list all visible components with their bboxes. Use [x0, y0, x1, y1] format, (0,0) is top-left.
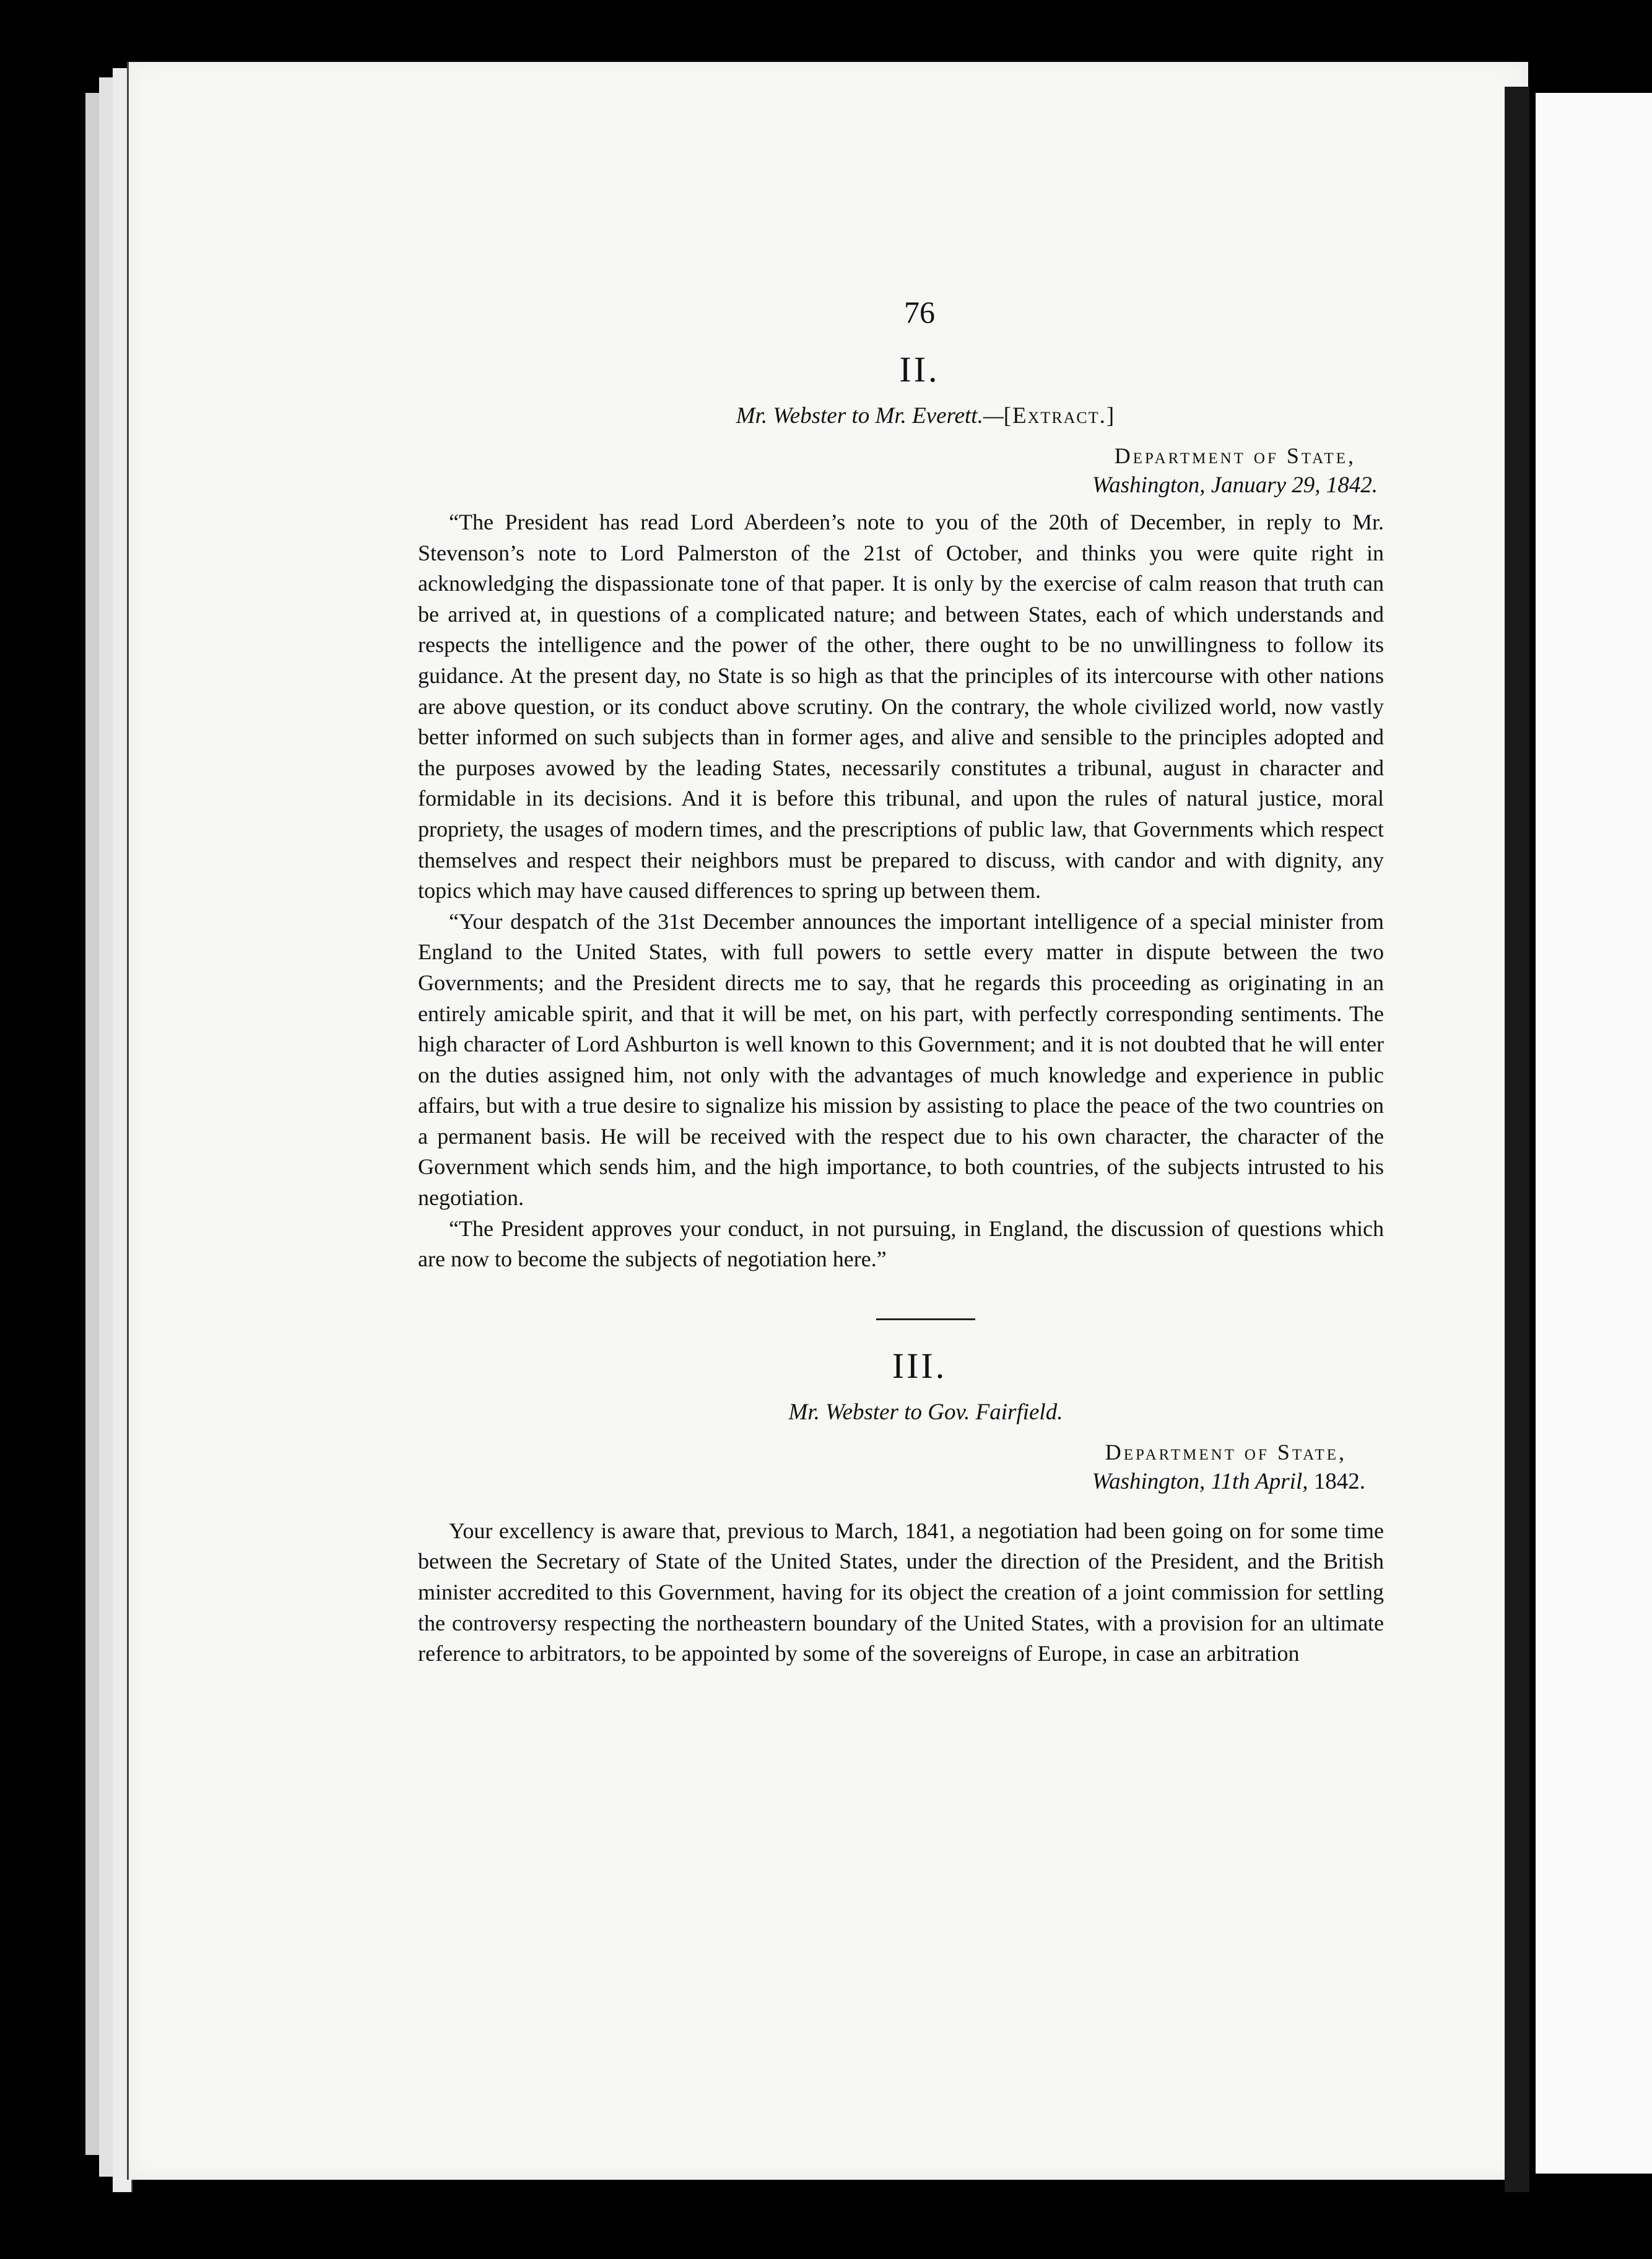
body-paragraph: “Your despatch of the 31st December announces the important intelligence of a special minister from England to the United States, with full powers to settle every matter in dispute between the two Governments; and the President directs me to say, that he regards this proceeding as originating in an entirely amicable spirit, and that it will be met, on his part, with perfectly corresponding sentiments. The high character of Lord Ashburton is well known to this Government; and it is not doubted that he will enter on the duties assigned him, not only with the advantages of much knowledge and experience in public affairs, but with a true desire to signalize his mission by assisting to place the peace of the two countries on a permanent basis. He will be received with the respect due to his own character, the character of the Government which sends him, and the high importance, to both countries, of the subjects intrusted to his negotiation. — [418, 908, 1384, 1211]
section-numeral: II. — [899, 349, 940, 390]
letter-title: Mr. Webster to Gov. Fairfield. — [788, 1399, 1063, 1425]
section-iii — [418, 1345, 1384, 1669]
section-divider — [876, 1318, 975, 1320]
facing-page-edge — [1536, 93, 1652, 2174]
page-number: 76 — [904, 295, 935, 329]
dateline-date: January 29, 1842. — [1211, 472, 1378, 498]
letter-title — [418, 403, 1384, 429]
section-numeral: III. — [892, 1345, 947, 1386]
dateline — [418, 1466, 1384, 1497]
section-ii — [418, 349, 1384, 1275]
page-content — [418, 294, 1384, 1669]
department-heading: Department of State, — [1105, 1439, 1347, 1465]
extract-label: [Extract.] — [1003, 403, 1116, 429]
dateline — [418, 470, 1384, 501]
dateline-date: 11th April, — [1211, 1468, 1308, 1494]
letter-title-text: Mr. Webster to Mr. Everett.— — [736, 403, 1004, 429]
dateline-place: Washington, — [1092, 472, 1206, 498]
page-gutter-shadow — [1505, 87, 1529, 2192]
body-paragraph: “The President approves your conduct, in not pursuing, in England, the discussion of questions which are now to become the subjects of negotiation here.” — [418, 1216, 1384, 1272]
body-paragraph: Your excellency is aware that, previous to March, 1841, a negotiation had been going on for some time between the Secretary of State of the United States, under the direction of the President, and the British minister accredited to this Government, having for its object the creation of a joint commission for settling the controversy respecting the northeastern boundary of the United States, with a provision for an ultimate reference to arbitrators, to be appointed by some of the sovereigns of Europe, in case an arbitration — [418, 1518, 1384, 1666]
dateline-place: Washington, — [1092, 1468, 1206, 1494]
dateline-year: 1842. — [1313, 1468, 1365, 1494]
body-paragraph: “The President has read Lord Aberdeen’s note to you of the 20th of December, in reply to Mr. Stevenson’s note to Lord Palmerston of the 21st of October, and thinks you were quite right in acknowledging the dispassionate tone of that paper. It is only by the exercise of calm reason that truth can be arrived at, in questions of a complicated nature; and between States, each of which understands and respects the intelligence and the power of the other, there ought to be no unwillingness to follow its guidance. At the present day, no State is so high as that the principles of its intercourse with other nations are above question, or its conduct above scrutiny. On the contrary, the whole civilized world, now vastly better informed on such subjects than in former ages, and alive and sensible to the principles adopted and the purposes avowed by the leading States, necessarily constitutes a tribunal, august in character and formidable in its decisions. And it is before this tribunal, and upon the rules of natural justice, moral propriety, the usages of modern times, and the prescriptions of public law, that Governments which respect themselves and respect their neighbors must be prepared to discuss, with candor and with dignity, any topics which may have caused differences to spring up between them. — [418, 510, 1384, 903]
department-heading: Department of State, — [1114, 443, 1356, 468]
